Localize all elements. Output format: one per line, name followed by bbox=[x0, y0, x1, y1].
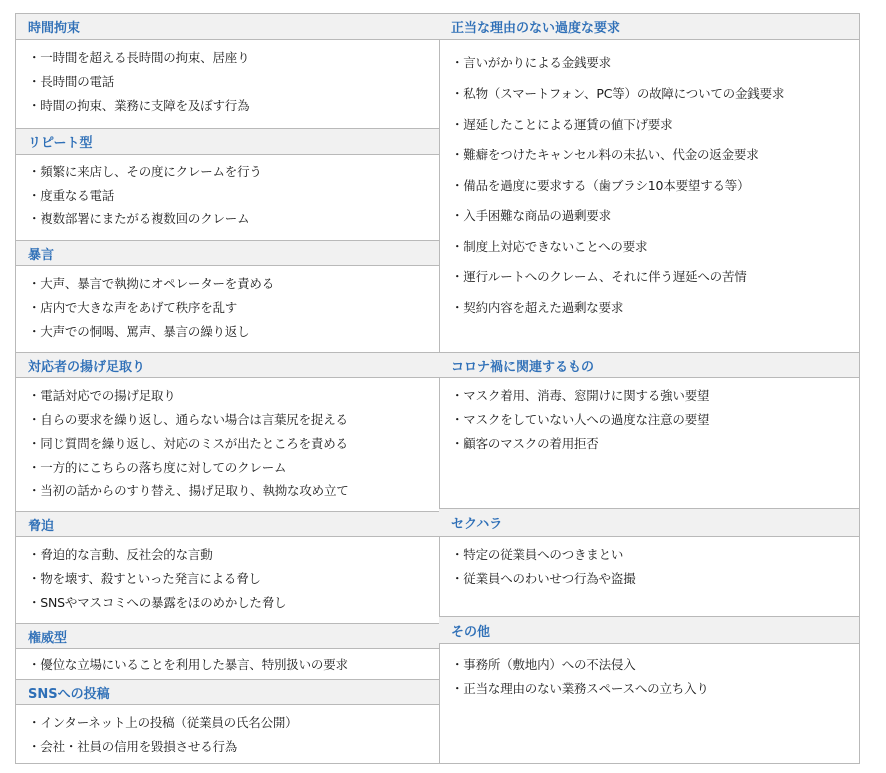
list-item: ・電話対応での揚げ足取り bbox=[28, 388, 176, 403]
list-item: ・運行ルートへのクレーム、それに伴う遅延への苦情 bbox=[451, 269, 747, 284]
list-item: ・大声、暴言で執拗にオペレーターを責める bbox=[28, 276, 275, 291]
section-title-covid-related: コロナ禍に関連するもの bbox=[439, 352, 859, 378]
list-item: ・度重なる電話 bbox=[28, 188, 115, 203]
list-item: ・時間の拘束、業務に支障を及ぼす行為 bbox=[28, 98, 250, 113]
list-item: ・顧客のマスクの着用拒否 bbox=[451, 436, 599, 451]
section-title-nitpicking: 対応者の揚げ足取り bbox=[16, 352, 439, 378]
list-item: ・入手困難な商品の過剰要求 bbox=[451, 208, 611, 223]
list-item: ・頻繁に来店し、その度にクレームを行う bbox=[28, 164, 262, 179]
list-item: ・会社・社員の信用を毀損させる行為 bbox=[28, 739, 238, 754]
list-item: ・SNSやマスコミへの暴露をほのめかした脅し bbox=[28, 595, 287, 610]
right-column bbox=[439, 14, 859, 763]
section-title-threat: 脅迫 bbox=[16, 511, 439, 537]
list-item: ・同じ質問を繰り返し、対応のミスが出たところを責める bbox=[28, 436, 348, 451]
list-item: ・複数部署にまたがる複数回のクレーム bbox=[28, 211, 250, 226]
list-item: ・備品を過度に要求する（歯ブラシ10本要望する等） bbox=[451, 178, 750, 193]
list-item: ・長時間の電話 bbox=[28, 74, 115, 89]
list-item: ・当初の話からのすり替え、揚げ足取り、執拗な攻め立て bbox=[28, 483, 349, 498]
section-title-repeat: リピート型 bbox=[16, 128, 439, 155]
list-item: ・優位な立場にいることを利用した暴言、特別扱いの要求 bbox=[28, 657, 348, 672]
list-item: ・言いがかりによる金銭要求 bbox=[451, 55, 611, 70]
list-item: ・自らの要求を繰り返し、通らない場合は言葉尻を捉える bbox=[28, 412, 348, 427]
list-item: ・難癖をつけたキャンセル料の未払い、代金の返金要求 bbox=[451, 147, 759, 162]
list-item: ・インターネット上の投稿（従業員の氏名公開） bbox=[28, 715, 298, 730]
list-item: ・遅延したことによる運賃の値下げ要求 bbox=[451, 117, 673, 132]
section-title-excessive-demands: 正当な理由のない過度な要求 bbox=[439, 14, 859, 40]
list-item: ・脅迫的な言動、反社会的な言動 bbox=[28, 547, 213, 562]
section-title-verbal-abuse: 暴言 bbox=[16, 240, 439, 266]
section-title-time-restraint: 時間拘束 bbox=[16, 14, 439, 40]
section-title-others: その他 bbox=[439, 616, 859, 644]
section-title-sexual-harassment: セクハラ bbox=[439, 508, 859, 537]
list-item: ・マスク着用、消毒、窓開けに関する強い要望 bbox=[451, 388, 710, 403]
list-item: ・物を壊す、殺すといった発言による脅し bbox=[28, 571, 261, 586]
list-item: ・特定の従業員へのつきまとい bbox=[451, 547, 624, 562]
section-title-sns-posting: SNSへの投稿 bbox=[16, 679, 439, 705]
list-item: ・一時間を超える長時間の拘束、居座り bbox=[28, 50, 250, 65]
list-item: ・店内で大きな声をあげて秩序を乱す bbox=[28, 300, 238, 315]
list-item: ・従業員へのわいせつ行為や盗撮 bbox=[451, 571, 636, 586]
list-item: ・事務所（敷地内）への不法侵入 bbox=[451, 657, 636, 672]
section-title-authority: 権威型 bbox=[16, 623, 439, 649]
list-item: ・正当な理由のない業務スペースへの立ち入り bbox=[451, 681, 709, 696]
left-column bbox=[16, 14, 440, 763]
list-item: ・大声での恫喝、罵声、暴言の繰り返し bbox=[28, 324, 250, 339]
list-item: ・一方的にこちらの落ち度に対してのクレーム bbox=[28, 460, 287, 475]
list-item: ・契約内容を超えた過剰な要求 bbox=[451, 300, 624, 315]
list-item: ・制度上対応できないことへの要求 bbox=[451, 239, 648, 254]
list-item: ・マスクをしていない人への過度な注意の要望 bbox=[451, 412, 710, 427]
harassment-table bbox=[15, 13, 860, 764]
list-item: ・私物（スマートフォン、PC等）の故障についての金銭要求 bbox=[451, 86, 785, 101]
